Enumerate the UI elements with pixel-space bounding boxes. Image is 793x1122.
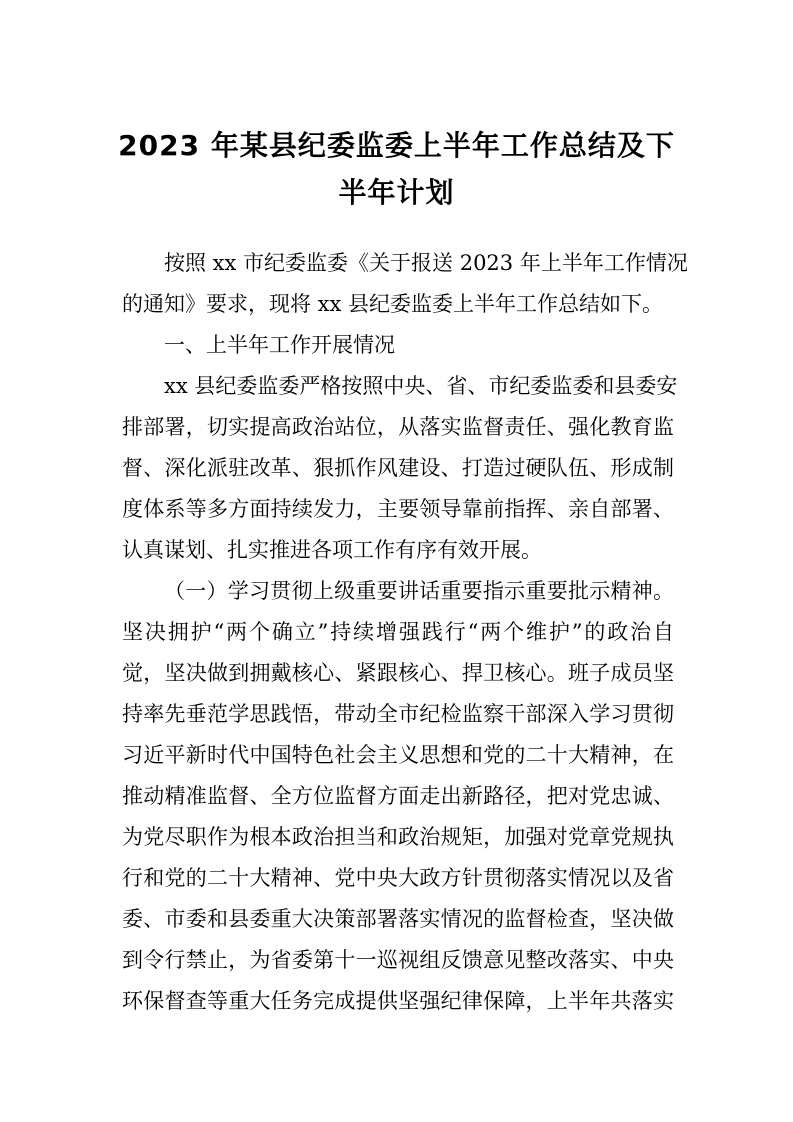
paragraph-study-line-3: 觉，坚决做到拥戴核心、紧跟核心、捍卫核心。班子成员坚 [122, 661, 674, 685]
paragraph-overview-line-1: xx 县纪委监委严格按照中央、省、市纪委监委和县委安 [164, 374, 678, 398]
paragraph-intro-line-1: 按照 xx 市纪委监委《关于报送 2023 年上半年工作情况 [164, 251, 688, 275]
paragraph-overview-line-5: 认真谋划、扎实推进各项工作有序有效开展。 [122, 538, 542, 562]
paragraph-study-line-10: 到令行禁止，为省委第十一巡视组反馈意见整改落实、中央 [122, 948, 674, 972]
paragraph-study-line-2: 坚决拥护“两个确立”持续增强践行“两个维护”的政治自 [122, 620, 674, 644]
paragraph-intro-line-2: 的通知》要求，现将 xx 县纪委监委上半年工作总结如下。 [122, 292, 664, 316]
paragraph-overview-line-3: 督、深化派驻改革、狠抓作风建设、打造过硬队伍、形成制 [122, 456, 674, 480]
paragraph-overview-line-4: 度体系等多方面持续发力，主要领导靠前指挥、亲自部署、 [122, 497, 674, 521]
paragraph-study-line-11: 环保督查等重大任务完成提供坚强纪律保障，上半年共落实 [122, 989, 674, 1013]
paragraph-study-line-5: 习近平新时代中国特色社会主义思想和党的二十大精神，在 [122, 743, 674, 767]
paragraph-overview-line-2: 排部署，切实提高政治站位，从落实监督责任、强化教育监 [122, 415, 674, 439]
paragraph-study-line-9: 委、市委和县委重大决策部署落实情况的监督检查，坚决做 [122, 907, 674, 931]
paragraph-study-line-6: 推动精准监督、全方位监督方面走出新路径，把对党忠诚、 [122, 784, 674, 808]
section-heading: 一、上半年工作开展情况 [164, 333, 395, 357]
paragraph-study-line-1: （一）学习贯彻上级重要讲话重要指示重要批示精神。 [164, 579, 674, 603]
document-title-line-1: 2023 年某县纪委监委上半年工作总结及下 [118, 129, 675, 162]
paragraph-study-line-7: 为党尽职作为根本政治担当和政治规矩，加强对党章党规执 [122, 825, 674, 849]
paragraph-study-line-8: 行和党的二十大精神、党中央大政方针贯彻落实情况以及省 [122, 866, 674, 890]
paragraph-study-line-4: 持率先垂范学思践悟，带动全市纪检监察干部深入学习贯彻 [122, 702, 674, 726]
document-title-line-2: 半年计划 [338, 176, 455, 209]
